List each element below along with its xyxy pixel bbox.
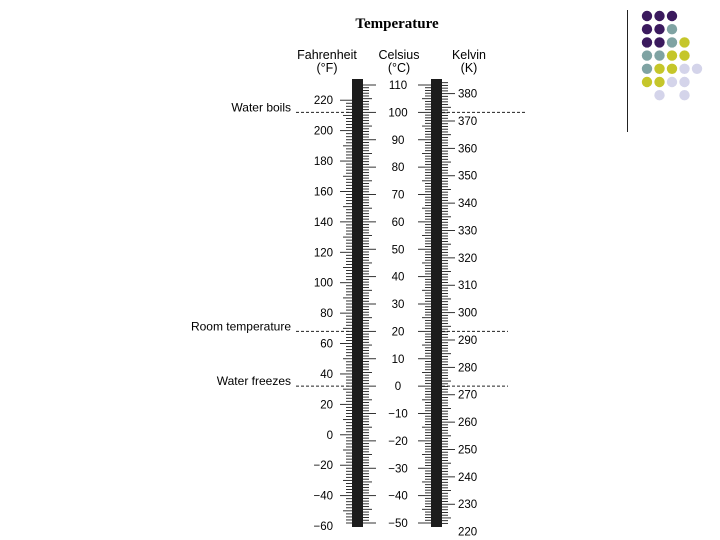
- fahrenheit-unit: (°F): [316, 61, 338, 75]
- celsius-header: Celsius: [378, 48, 420, 62]
- fahrenheit-label: 140: [313, 216, 333, 229]
- celsius-label: −50: [388, 518, 408, 530]
- kelvin-label: 360: [458, 143, 478, 156]
- kelvin-label: 290: [458, 334, 478, 347]
- kelvin-label: 270: [458, 389, 478, 402]
- celsius-unit: (°C): [387, 61, 411, 75]
- fahrenheit-label: 180: [313, 156, 333, 169]
- celsius-label: 30: [391, 299, 405, 311]
- fahrenheit-bar: [352, 79, 363, 527]
- celsius-label: 90: [391, 134, 405, 147]
- celsius-label: −40: [388, 490, 408, 503]
- kelvin-label: 240: [458, 471, 478, 484]
- celsius-label: 0: [394, 381, 402, 394]
- kelvin-label: 250: [458, 444, 478, 457]
- kelvin-label: 320: [458, 252, 478, 265]
- celsius-label: 60: [391, 216, 405, 229]
- kelvin-label: 260: [458, 417, 478, 430]
- kelvin-label: 340: [458, 198, 478, 211]
- kelvin-label: 230: [458, 499, 478, 512]
- kelvin-label: 300: [458, 307, 478, 320]
- fahrenheit-label: −40: [313, 490, 333, 503]
- kelvin-label: 310: [458, 280, 478, 293]
- kelvin-label: 350: [458, 170, 478, 183]
- kelvin-label: 280: [458, 362, 478, 375]
- celsius-label: 20: [391, 326, 405, 339]
- fahrenheit-label: −60: [313, 521, 333, 534]
- fahrenheit-label: 20: [320, 399, 333, 412]
- celsius-label: 10: [391, 353, 405, 366]
- fahrenheit-label: 40: [320, 368, 333, 381]
- fahrenheit-label: 80: [320, 308, 333, 321]
- kelvin-label: 380: [458, 88, 478, 101]
- celsius-label: −30: [388, 463, 408, 476]
- fahrenheit-label: 200: [313, 125, 333, 138]
- fahrenheit-label: 120: [313, 247, 333, 260]
- kelvin-header: Kelvin: [451, 48, 487, 62]
- celsius-label: 40: [391, 271, 405, 284]
- fahrenheit-label: 160: [313, 186, 333, 199]
- celsius-label: −20: [388, 435, 408, 448]
- celsius-label: 110: [388, 80, 408, 92]
- fahrenheit-label: −20: [313, 460, 333, 473]
- celsius-label: 70: [391, 189, 405, 202]
- fahrenheit-label: 60: [320, 338, 333, 351]
- kelvin-label: 370: [458, 115, 478, 128]
- fahrenheit-label: 100: [313, 277, 333, 290]
- diagram-title: Temperature: [355, 16, 439, 32]
- celsius-label: 100: [388, 107, 408, 120]
- celsius-label: 80: [391, 162, 405, 175]
- tick-labels: [313, 78, 477, 539]
- reference-label: Water freezes: [216, 374, 291, 389]
- celsius-label: 50: [391, 244, 405, 257]
- fahrenheit-label: 220: [313, 95, 333, 108]
- kelvin-bar: [431, 79, 442, 527]
- celsius-label: −10: [388, 408, 408, 421]
- kelvin-label: 330: [458, 225, 478, 238]
- reference-label: Water boils: [231, 100, 291, 115]
- reference-label: Room temperature: [190, 319, 291, 334]
- kelvin-unit: (K): [460, 61, 478, 75]
- kelvin-label: 220: [458, 526, 478, 539]
- fahrenheit-label: 0: [326, 429, 333, 442]
- fahrenheit-header: Fahrenheit: [297, 48, 357, 62]
